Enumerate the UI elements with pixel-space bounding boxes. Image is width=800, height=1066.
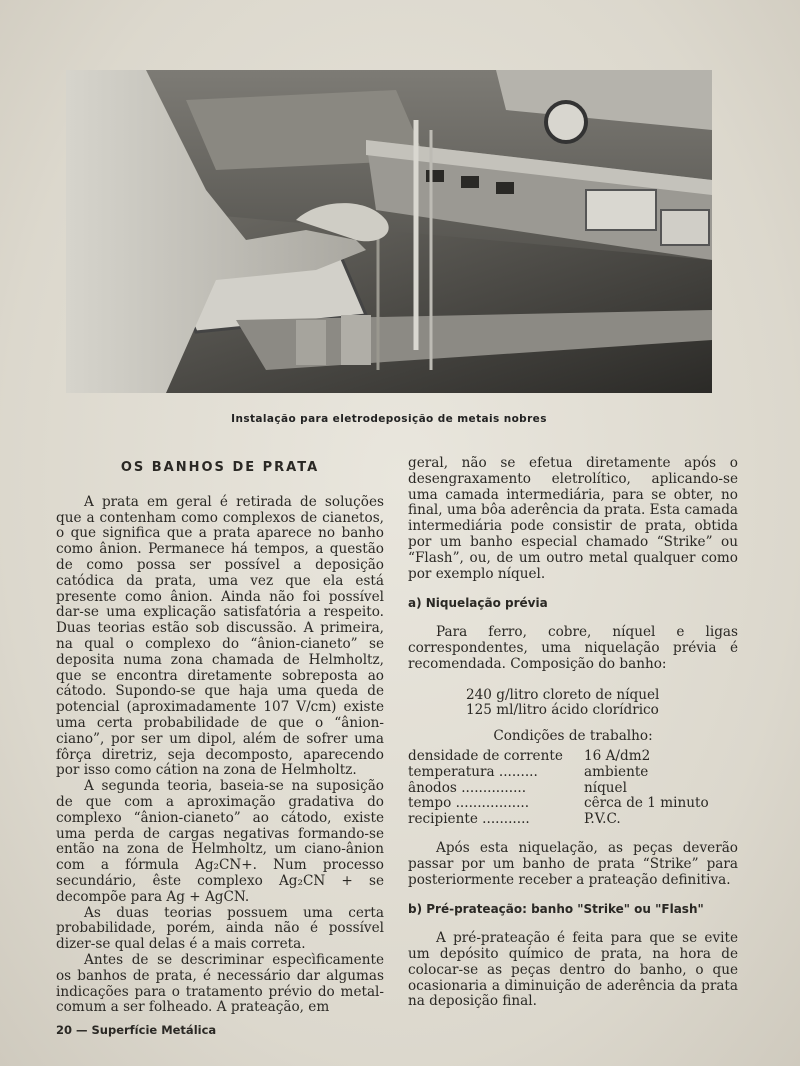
conditions-title: Condições de trabalho:	[493, 728, 653, 745]
paragraph: geral, não se efetua diretamente após o desengraxamento eletrolítico, aplicando-se uma camada intermediária, para se obter, no final, uma bôa aderência da prata. Esta camada intermediária pode consistir de prata, obtida por um banho especial chamado “Strike” ou “Flash”, ou, de um outro metal qualquer como por exemplo níquel.	[408, 455, 738, 582]
condition-label: recipiente ...........	[408, 812, 530, 828]
paragraph: Para ferro, cobre, níquel e ligas correspondentes, uma niquelação prévia é recomendada. Composição do banho:	[408, 624, 738, 672]
paragraph: A segunda teoria, baseia-se na suposição de que com a aproximação gradativa do complexo “ânion-cianeto” ao cátodo, existe uma perda de cargas negativas formando-se então na zona de Helmholtz, um ciano-ânion com a fórmula Ag₂CN+. Num processo secundário, êste complexo Ag₂CN + se decompõe para Ag + AgCN.	[56, 778, 384, 905]
bath-composition	[466, 688, 738, 720]
page-footer: 20 — Superfície Metálica	[56, 1023, 217, 1037]
paragraph: Após esta niquelação, as peças deverão passar por um banho de prata “Strike” para posteriormente receber a prateação definitiva.	[408, 839, 738, 888]
condition-label: temperatura .........	[408, 764, 538, 780]
lab-photo	[66, 70, 712, 393]
section-heading-b: b) Pré-prateação: banho "Strike" ou "Flash"	[408, 902, 704, 917]
paragraph: As duas teorias possuem uma certa probabilidade, porém, ainda não é possível dizer-se qual delas é a mais correta.	[56, 904, 384, 953]
formula-line: 240 g/litro cloreto de níquel	[466, 686, 660, 703]
condition-value: 16 A/dm2	[584, 748, 651, 764]
condition-value: cêrca de 1 minuto	[584, 796, 709, 812]
formula-line: 125 ml/litro ácido clorídrico	[466, 702, 659, 719]
condition-value: P.V.C.	[584, 812, 621, 828]
condition-label: ânodos ...............	[408, 780, 527, 796]
paragraph: A pré-prateação é feita para que se evite um depósito químico de prata, na hora de colocar-se as peças dentro do banho, o que ocasionaria a diminuição de aderência da prata na deposição final.	[408, 930, 738, 1010]
conditions-table	[408, 749, 738, 828]
condition-value: níquel	[584, 780, 627, 796]
article-title: OS BANHOS DE PRATA	[120, 460, 320, 475]
paragraph: A prata em geral é retirada de soluções que a contenham como complexos de cianetos, o que significa que a prata aparece no banho como ânion. Permanece há tempos, a questão de como possa ser possível a deposição catódica da prata, uma vez que ela está presente como ânion. Ainda não foi possível dar-se uma explicação satisfatória a respeito. Duas teorias estão sob discussão. A primeira, na qual o complexo do “ânion-cianeto” se deposita numa zona chamada de Helmholtz, que se encontra diretamente sobreposta ao cátodo. Supondo-se que haja uma queda de potencial (aproximadamente 107 V/cm) existe uma certa probabilidade de que o “ânion-ciano”, por ser um dipol, além de sofrer uma fôrça diretriz, seja decomposto, aparecendo por isso como cátion na zona de Helmholtz.	[56, 493, 384, 779]
right-column	[408, 456, 738, 1010]
condition-label: tempo .................	[408, 796, 530, 812]
condition-label: densidade de corrente	[408, 748, 563, 764]
figure-caption: Instalação para eletrodeposição de metais nobres	[231, 413, 547, 425]
left-column	[56, 456, 384, 1016]
section-heading-a: a) Niquelação prévia	[408, 596, 548, 611]
condition-value: ambiente	[584, 764, 649, 780]
electroplating-lab-image	[66, 70, 712, 393]
paragraph: Antes de se descriminar especìficamente os banhos de prata, é necessário dar algumas indicações para o tratamento prévio do metal-comum a ser folheado. A prateação, em	[56, 951, 384, 1016]
